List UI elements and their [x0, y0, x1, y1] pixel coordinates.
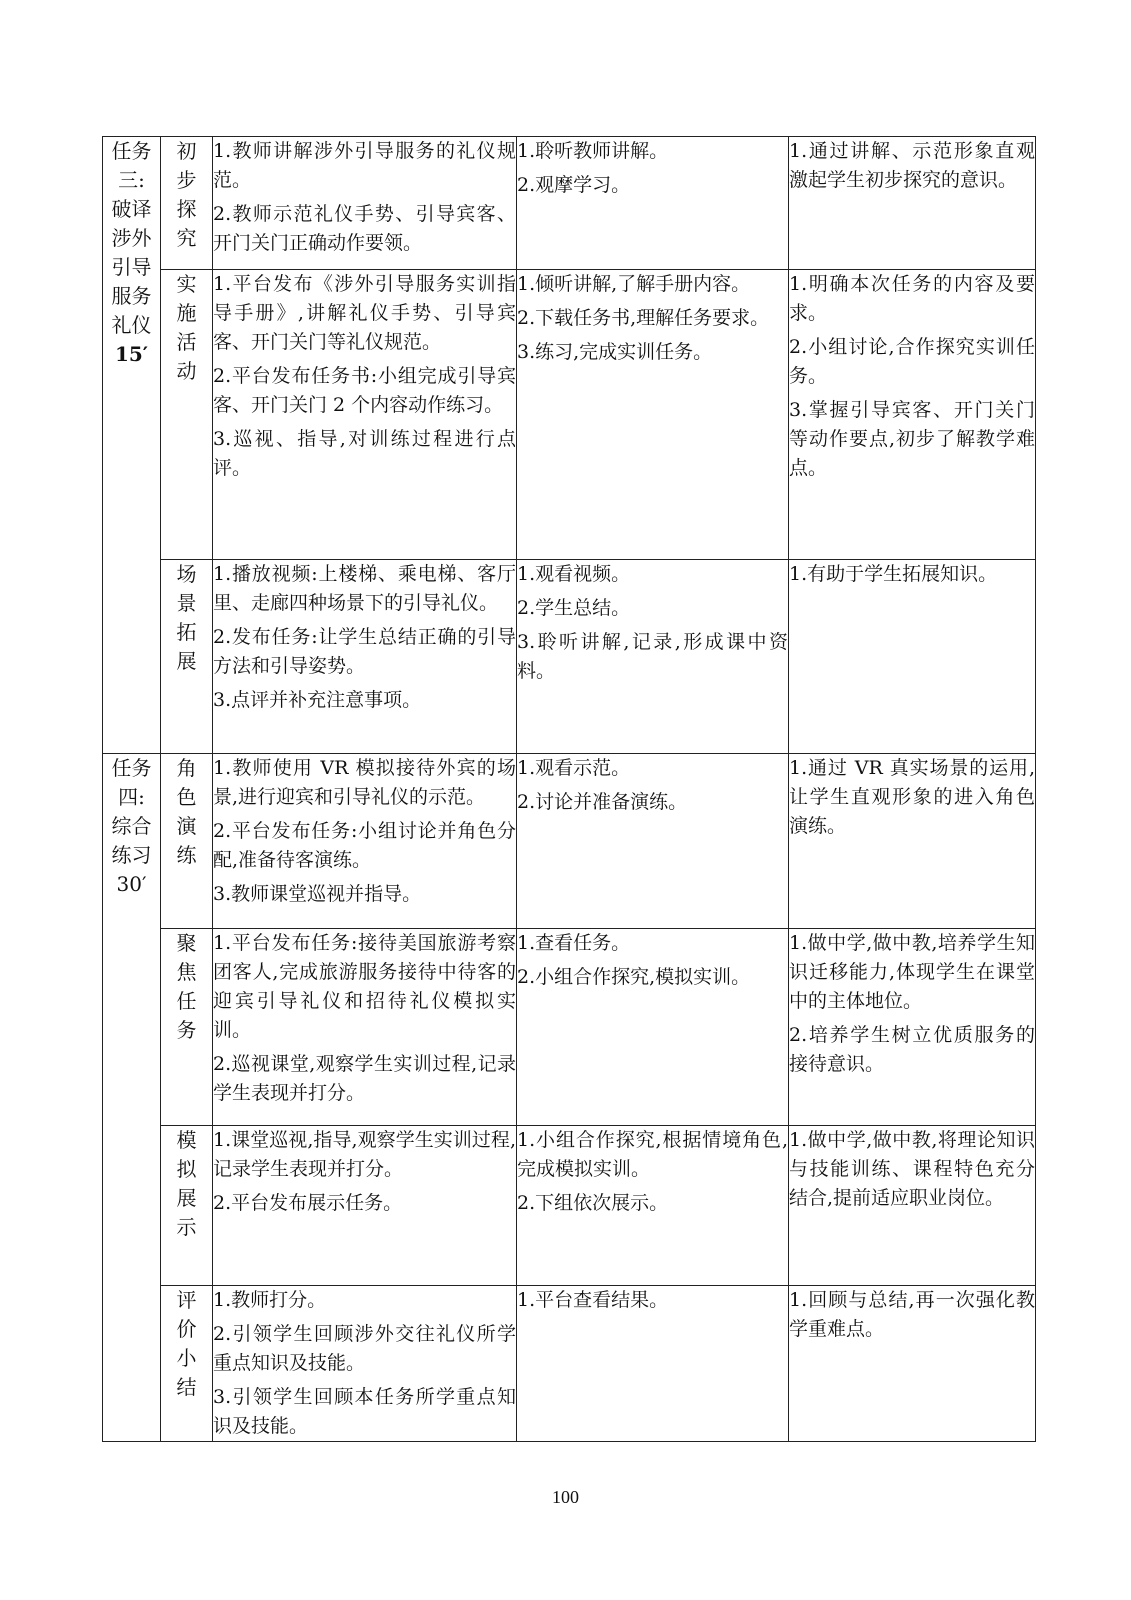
- table-row: [103, 1286, 1036, 1442]
- lesson-plan-table: [102, 136, 1036, 1442]
- phase-cell: [161, 929, 213, 1126]
- task-title: 任务三:破译涉外引导服务礼仪: [111, 139, 152, 337]
- student-activity: 1.平台查看结果。: [517, 1289, 669, 1311]
- student-activity: 3.聆听讲解,记录,形成课中资料。: [517, 631, 788, 682]
- task-cell: [103, 754, 161, 1442]
- student-activity: 2.下组依次展示。: [517, 1192, 669, 1214]
- design-intent: 3.掌握引导宾客、开门关门等动作要点,初步了解教学难点。: [789, 399, 1035, 479]
- design-intent: 1.做中学,做中教,培养学生知识迁移能力,体现学生在课堂中的主体地位。: [789, 932, 1035, 1012]
- design-intent: 2.培养学生树立优质服务的接待意识。: [789, 1024, 1035, 1075]
- design-intent: 1.通过讲解、示范形象直观激起学生初步探究的意识。: [789, 140, 1035, 191]
- student-activity-cell: [517, 929, 789, 1126]
- phase-cell: [161, 137, 213, 270]
- teacher-activity: 2.巡视课堂,观察学生实训过程,记录学生表现并打分。: [213, 1053, 516, 1104]
- phase-label: 聚焦任务: [176, 931, 197, 1042]
- task-title: 任务四:综合练习: [111, 756, 152, 867]
- teacher-activity-cell: [213, 754, 517, 929]
- phase-cell: [161, 754, 213, 929]
- phase-label: 评价小结: [176, 1288, 197, 1399]
- design-intent: 1.回顾与总结,再一次强化教学重难点。: [789, 1289, 1035, 1340]
- design-intent-cell: [789, 929, 1036, 1126]
- teacher-activity: 2.教师示范礼仪手势、引导宾客、开门关门正确动作要领。: [213, 203, 516, 254]
- phase-label: 初步探究: [176, 139, 197, 250]
- design-intent: 1.明确本次任务的内容及要求。: [789, 273, 1035, 324]
- student-activity: 3.练习,完成实训任务。: [517, 341, 713, 363]
- design-intent-cell: [789, 1286, 1036, 1442]
- teacher-activity: 1.播放视频:上楼梯、乘电梯、客厅里、走廊四种场景下的引导礼仪。: [213, 563, 516, 614]
- teacher-activity: 3.点评并补充注意事项。: [213, 689, 422, 711]
- teacher-activity: 1.平台发布任务:接待美国旅游考察团客人,完成旅游服务接待中待客的迎宾引导礼仪和招待礼仪模拟实训。: [213, 932, 516, 1041]
- student-activity: 2.下载任务书,理解任务要求。: [517, 307, 770, 329]
- table-row: [103, 754, 1036, 929]
- teacher-activity-cell: [213, 560, 517, 754]
- student-activity: 1.小组合作探究,根据情境角色,完成模拟实训。: [517, 1129, 788, 1180]
- table-row: [103, 1126, 1036, 1286]
- design-intent-cell: [789, 137, 1036, 270]
- phase-label: 场景拓展: [176, 562, 197, 673]
- teacher-activity: 1.教师打分。: [213, 1289, 327, 1311]
- student-activity-cell: [517, 1126, 789, 1286]
- student-activity-cell: [517, 270, 789, 560]
- table-row: [103, 560, 1036, 754]
- teacher-activity: 1.教师使用 VR 模拟接待外宾的场景,进行迎宾和引导礼仪的示范。: [213, 757, 516, 808]
- teacher-activity: 1.课堂巡视,指导,观察学生实训过程,记录学生表现并打分。: [213, 1129, 516, 1180]
- design-intent-cell: [789, 270, 1036, 560]
- student-activity: 1.查看任务。: [517, 932, 631, 954]
- student-activity-cell: [517, 560, 789, 754]
- page-number: 100: [552, 1487, 579, 1507]
- student-activity: 1.倾听讲解,了解手册内容。: [517, 273, 751, 295]
- student-activity: 2.观摩学习。: [517, 174, 631, 196]
- design-intent: 2.小组讨论,合作探究实训任务。: [789, 336, 1035, 387]
- teacher-activity: 2.平台发布任务书:小组完成引导宾客、开门关门 2 个内容动作练习。: [213, 365, 516, 416]
- teacher-activity-cell: [213, 929, 517, 1126]
- student-activity: 2.讨论并准备演练。: [517, 791, 688, 813]
- student-activity: 1.观看视频。: [517, 563, 631, 585]
- phase-label: 模拟展示: [176, 1128, 197, 1239]
- student-activity: 1.观看示范。: [517, 757, 631, 779]
- student-activity: 2.学生总结。: [517, 597, 631, 619]
- task-cell: [103, 137, 161, 754]
- teacher-activity: 3.巡视、指导,对训练过程进行点评。: [213, 428, 516, 479]
- teacher-activity: 2.发布任务:让学生总结正确的引导方法和引导姿势。: [213, 626, 516, 677]
- teacher-activity-cell: [213, 1126, 517, 1286]
- teacher-activity-cell: [213, 1286, 517, 1442]
- teacher-activity: 2.平台发布展示任务。: [213, 1192, 403, 1214]
- phase-cell: [161, 1126, 213, 1286]
- task-duration: 15′: [114, 342, 149, 366]
- design-intent-cell: [789, 560, 1036, 754]
- student-activity: 1.聆听教师讲解。: [517, 140, 669, 162]
- table-row: [103, 137, 1036, 270]
- design-intent-cell: [789, 754, 1036, 929]
- design-intent: 1.有助于学生拓展知识。: [789, 563, 998, 585]
- phase-label: 实施活动: [176, 272, 197, 383]
- student-activity-cell: [517, 1286, 789, 1442]
- teacher-activity: 3.引领学生回顾本任务所学重点知识及技能。: [213, 1386, 516, 1437]
- table-row: [103, 270, 1036, 560]
- design-intent: 1.做中学,做中教,将理论知识与技能训练、课程特色充分结合,提前适应职业岗位。: [789, 1129, 1035, 1209]
- teacher-activity: 1.平台发布《涉外引导服务实训指导手册》,讲解礼仪手势、引导宾客、开门关门等礼仪规范。: [213, 273, 516, 353]
- phase-cell: [161, 270, 213, 560]
- teacher-activity-cell: [213, 270, 517, 560]
- student-activity: 2.小组合作探究,模拟实训。: [517, 966, 751, 988]
- student-activity-cell: [517, 137, 789, 270]
- phase-cell: [161, 1286, 213, 1442]
- teacher-activity-cell: [213, 137, 517, 270]
- task-duration: 30′: [116, 872, 147, 896]
- teacher-activity: 1.教师讲解涉外引导服务的礼仪规范。: [213, 140, 516, 191]
- table-row: [103, 929, 1036, 1126]
- teacher-activity: 2.引领学生回顾涉外交往礼仪所学重点知识及技能。: [213, 1323, 516, 1374]
- teacher-activity: 3.教师课堂巡视并指导。: [213, 883, 422, 905]
- design-intent: 1.通过 VR 真实场景的运用,让学生直观形象的进入角色演练。: [789, 757, 1035, 837]
- teacher-activity: 2.平台发布任务:小组讨论并角色分配,准备待客演练。: [213, 820, 516, 871]
- phase-label: 角色演练: [176, 756, 197, 867]
- design-intent-cell: [789, 1126, 1036, 1286]
- student-activity-cell: [517, 754, 789, 929]
- phase-cell: [161, 560, 213, 754]
